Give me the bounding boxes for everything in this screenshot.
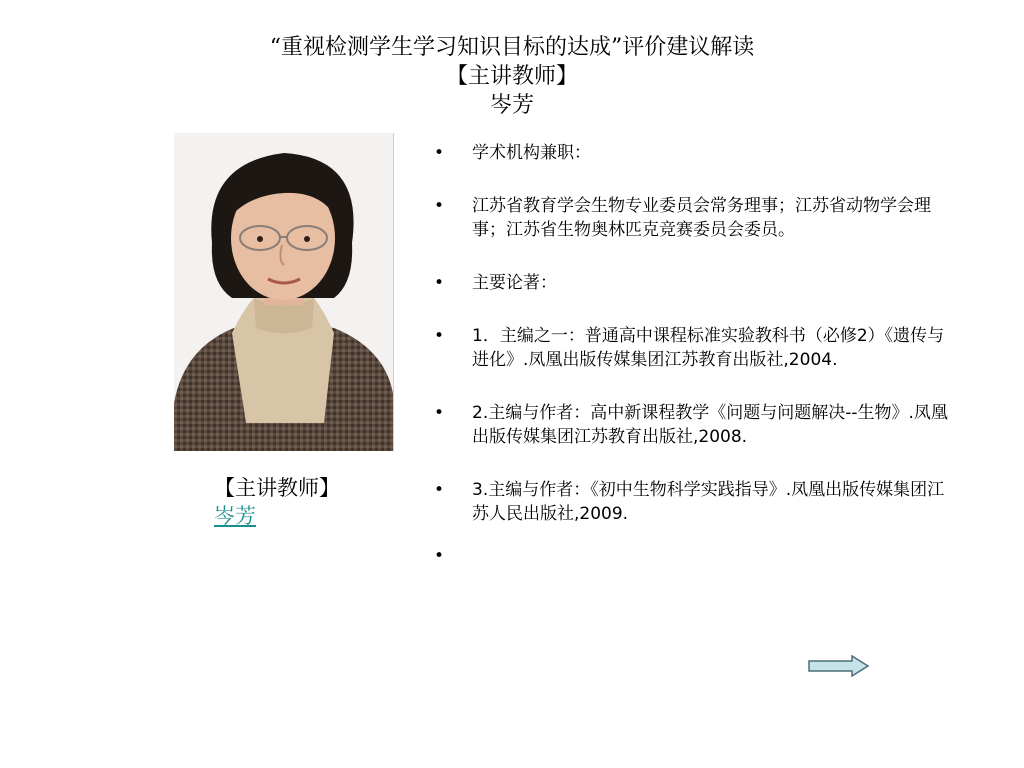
next-slide-button[interactable] <box>808 655 870 677</box>
title-line-3: 岑芳 <box>489 93 534 118</box>
page-title <box>0 33 1024 120</box>
bullet-item: • 2.主编与作者：高中新课程教学《问题与问题解决--生物》.凤凰出版传媒集团江苏教育出版社,2008. <box>432 401 958 449</box>
teacher-portrait-photo <box>174 133 393 451</box>
title-line-1: “重视检测学生学习知识目标的达成”评价建议解读 <box>269 35 755 60</box>
portrait-illustration <box>174 133 393 451</box>
bullet-item: • 主要论著： <box>432 271 958 295</box>
photo-divider <box>393 133 394 451</box>
title-line-2: 【主讲教师】 <box>445 64 578 89</box>
teacher-name-link[interactable]: 岑芳 <box>214 504 256 528</box>
caption-role: 【主讲教师】 <box>214 476 340 500</box>
right-arrow-icon <box>808 655 870 677</box>
bullet-item: • 3.主编与作者：《初中生物科学实践指导》.凤凰出版传媒集团江苏人民出版社,2009. <box>432 478 958 526</box>
bullet-item: • 江苏省教育学会生物专业委员会常务理事；江苏省动物学会理事；江苏省生物奥林匹克竞赛委员会委员。 <box>432 194 958 242</box>
teacher-caption <box>214 474 340 530</box>
bullet-item: • 1．主编之一：普通高中课程标准实验教科书（必修2）《遗传与进化》.凤凰出版传媒集团江苏教育出版社,2004. <box>432 324 958 372</box>
bio-bullet-list <box>432 141 958 555</box>
bullet-item: • 学术机构兼职： <box>432 141 958 165</box>
